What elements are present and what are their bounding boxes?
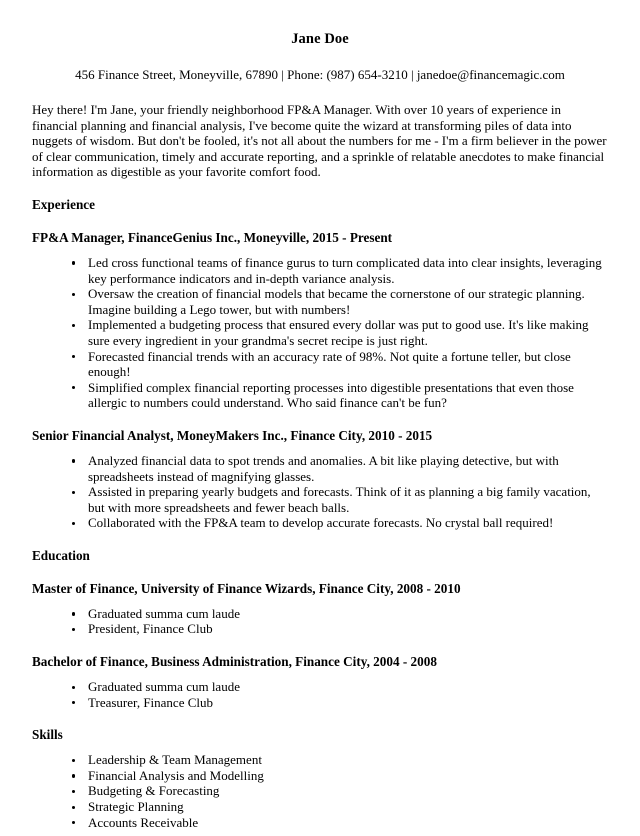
list-item: Analyzed financial data to spot trends and anomalies. A bit like playing detective, but with spreadsheets instead of magnifying glasses. [72, 453, 608, 484]
degree-title-1: Bachelor of Finance, Business Administration, Finance City, 2004 - 2008 [32, 654, 437, 670]
list-item: Strategic Planning [72, 799, 608, 815]
degree-title-0: Master of Finance, University of Finance Wizards, Finance City, 2008 - 2010 [32, 580, 461, 596]
list-item: Leadership & Team Management [72, 752, 608, 768]
list-item: Led cross functional teams of finance gurus to turn complicated data into clear insights, leveraging key performance indicators and in-depth variance analysis. [72, 255, 608, 286]
job-bullets-0 [32, 255, 608, 411]
list-item: Graduated summa cum laude [72, 606, 608, 622]
list-item: Graduated summa cum laude [72, 679, 608, 695]
job-bullets-1 [32, 453, 608, 531]
section-heading-experience: Experience [32, 196, 95, 212]
degree-bullets-1 [32, 679, 608, 710]
degree-bullets-0 [32, 606, 608, 637]
list-item: President, Finance Club [72, 621, 608, 637]
section-heading-education: Education [32, 547, 90, 563]
candidate-name: Jane Doe [291, 31, 349, 47]
skills-list [32, 752, 608, 830]
job-title-1: Senior Financial Analyst, MoneyMakers Inc., Finance City, 2010 - 2015 [32, 427, 433, 443]
professional-summary: Hey there! I'm Jane, your friendly neighborhood FP&A Manager. With over 10 years of experience in financial planning and financial analysis, I've become quite the wizard at transforming piles of data into nuggets of wisdom. But don't be fooled, it's not all about the numbers for me - I'm a firm believer in the power of clear communication, timely and accurate reporting, and a sprinkle of relatable anecdotes to make financial information as digestible as your favorite comfort food. [32, 102, 607, 180]
contact-line: 456 Finance Street, Moneyville, 67890 | Phone: (987) 654-3210 | janedoe@financemagic.com [75, 67, 565, 82]
list-item: Collaborated with the FP&A team to develop accurate forecasts. No crystal ball required! [72, 515, 608, 531]
list-item: Financial Analysis and Modelling [72, 768, 608, 784]
list-item: Budgeting & Forecasting [72, 783, 608, 799]
list-item: Treasurer, Finance Club [72, 695, 608, 711]
job-title-0: FP&A Manager, FinanceGenius Inc., Moneyville, 2015 - Present [32, 229, 393, 245]
list-item: Assisted in preparing yearly budgets and forecasts. Think of it as planning a big family vacation, but with more spreadsheets and fewer beach balls. [72, 484, 608, 515]
list-item: Implemented a budgeting process that ensured every dollar was put to good use. It's like making sure every ingredient in your grandma's secret recipe is just right. [72, 317, 608, 348]
list-item: Forecasted financial trends with an accuracy rate of 98%. Not quite a fortune teller, but close enough! [72, 349, 608, 380]
list-item: Oversaw the creation of financial models that became the cornerstone of our strategic planning. Imagine building a Lego tower, but with numbers! [72, 286, 608, 317]
section-heading-skills: Skills [32, 727, 63, 743]
list-item: Simplified complex financial reporting processes into digestible presentations that even those allergic to numbers could understand. Who said finance can't be fun? [72, 380, 608, 411]
list-item: Accounts Receivable [72, 815, 608, 831]
